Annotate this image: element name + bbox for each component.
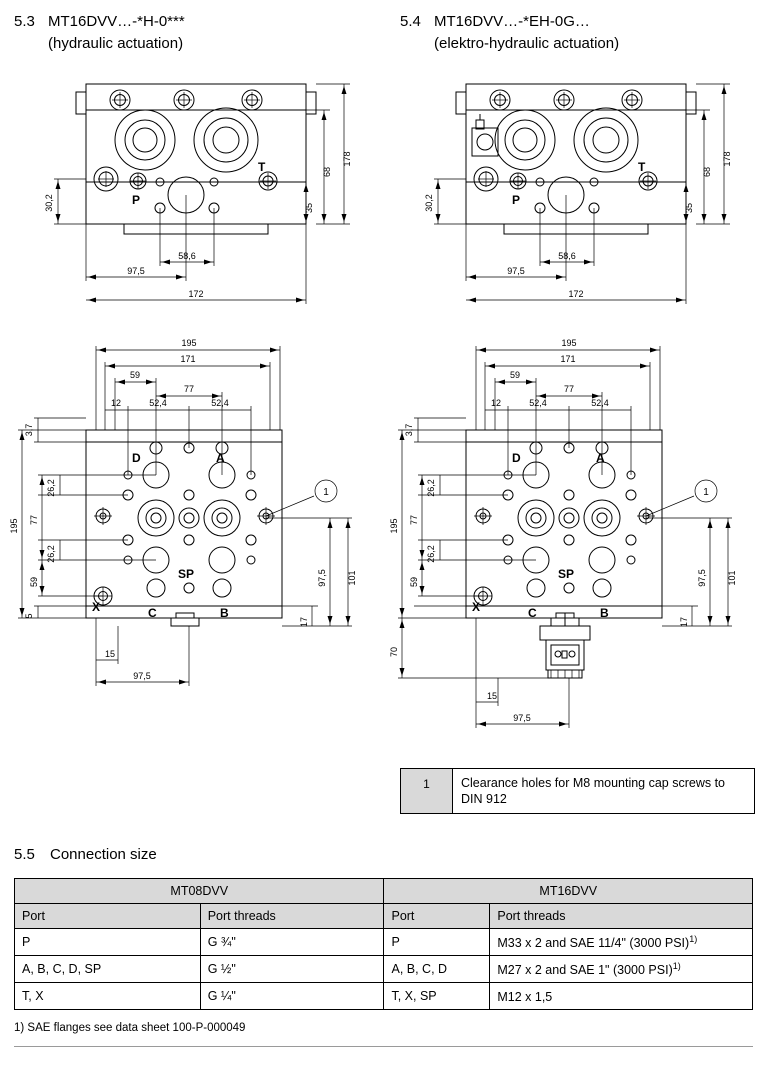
label-T: T xyxy=(638,160,646,174)
dim-195-left: 195 xyxy=(9,518,19,534)
dim-35: 35 xyxy=(684,202,694,214)
label-A: A xyxy=(216,451,225,465)
drawing-left-top-view xyxy=(14,62,374,322)
dim-97-5-right: 97,5 xyxy=(317,569,327,587)
group-header-mt16dvv: MT16DVV xyxy=(384,879,753,904)
dim-17: 17 xyxy=(299,616,309,628)
dim-15: 15 xyxy=(486,691,498,701)
col-header-port-right: Port xyxy=(384,904,490,929)
cell-threads-right xyxy=(490,929,753,956)
dim-172: 172 xyxy=(188,289,204,299)
dim-59: 59 xyxy=(129,370,141,380)
drawing-left-bottom-view xyxy=(8,330,378,710)
col-header-port-left: Port xyxy=(15,904,201,929)
dim-12: 12 xyxy=(490,398,502,408)
dim-58-6: 58,6 xyxy=(178,251,196,261)
table-row xyxy=(15,929,753,956)
dim-97-5: 97,5 xyxy=(507,266,525,276)
dim-97-5-right: 97,5 xyxy=(697,569,707,587)
label-T: T xyxy=(258,160,266,174)
dim-195: 195 xyxy=(561,338,577,348)
col-header-threads-left: Port threads xyxy=(200,904,384,929)
dim-70: 70 xyxy=(389,646,399,658)
page-divider xyxy=(14,1046,753,1047)
label-P: P xyxy=(132,193,141,207)
label-B: B xyxy=(600,606,609,620)
dim-58-6: 58,6 xyxy=(558,251,576,261)
dim-171: 171 xyxy=(180,354,196,364)
label-D: D xyxy=(512,451,521,465)
dim-52-4-b: 52,4 xyxy=(591,398,609,408)
dim-15: 15 xyxy=(104,649,116,659)
dim-178: 178 xyxy=(722,151,732,167)
dim-172: 172 xyxy=(568,289,584,299)
label-B: B xyxy=(220,606,229,620)
dim-3-7: 3,7 xyxy=(24,423,34,437)
cell-threads-left: G ¼" xyxy=(200,983,384,1010)
table-group-header-row xyxy=(15,879,753,904)
label-C: C xyxy=(148,606,157,620)
legend-box xyxy=(400,768,755,814)
cell-port-left: A, B, C, D, SP xyxy=(15,956,201,983)
section-5-3-heading xyxy=(14,12,185,31)
dim-26-2-a: 26,2 xyxy=(46,479,56,497)
section-5-3-subtitle: (hydraulic actuation) xyxy=(48,35,184,52)
dim-68: 68 xyxy=(322,166,332,178)
label-P: P xyxy=(512,193,521,207)
callout-1: 1 xyxy=(323,487,329,498)
drawing-right-bottom-view xyxy=(388,330,758,750)
dim-59-left: 59 xyxy=(29,576,39,588)
legend-text: Clearance holes for M8 mounting cap screws to DIN 912 xyxy=(461,776,726,806)
label-SP: SP xyxy=(178,567,195,581)
drawing-right-top-view xyxy=(394,62,754,322)
footnote-marker: 1) xyxy=(689,934,698,944)
dim-97-5-bottom: 97,5 xyxy=(133,671,151,681)
dim-195-left: 195 xyxy=(389,518,399,534)
section-5-4-subtitle: (elektro-hydraulic actuation) xyxy=(434,35,620,52)
section-5-5-heading xyxy=(14,846,157,863)
cell-port-left: P xyxy=(15,929,201,956)
cell-threads-right-text: M12 x 1,5 xyxy=(497,990,553,1005)
label-D: D xyxy=(132,451,141,465)
dim-101: 101 xyxy=(347,570,357,586)
dim-77: 77 xyxy=(183,384,195,394)
section-5-4-title: MT16DVV…-*EH-0G… xyxy=(434,13,590,30)
section-5-5-number: 5.5 xyxy=(14,846,35,863)
cell-threads-left: G ¾" xyxy=(200,929,384,956)
dim-35: 35 xyxy=(304,202,314,214)
dim-26-2-a: 26,2 xyxy=(426,479,436,497)
dim-101: 101 xyxy=(727,570,737,586)
cell-threads-right xyxy=(490,983,753,1010)
dim-3-7: 3,7 xyxy=(404,423,414,437)
table-row xyxy=(15,956,753,983)
dim-171: 171 xyxy=(560,354,576,364)
section-5-3-number: 5.3 xyxy=(14,13,35,30)
table-row xyxy=(15,983,753,1010)
dim-30-2: 30,2 xyxy=(424,194,434,212)
section-5-3-title: MT16DVV…-*H-0*** xyxy=(48,13,185,30)
dim-77-left: 77 xyxy=(409,514,419,526)
col-header-threads-right: Port threads xyxy=(490,904,753,929)
dim-77-left: 77 xyxy=(29,514,39,526)
dim-59: 59 xyxy=(509,370,521,380)
cell-port-right: T, X, SP xyxy=(384,983,490,1010)
cell-threads-right xyxy=(490,956,753,983)
section-5-5-title: Connection size xyxy=(50,846,157,863)
dim-12: 12 xyxy=(110,398,122,408)
label-A: A xyxy=(596,451,605,465)
connection-size-table xyxy=(14,878,753,1010)
legend-number: 1 xyxy=(401,769,453,813)
cell-threads-right-text: M33 x 2 and SAE 11/4" (3000 PSI) xyxy=(497,936,690,951)
dim-52-4-b: 52,4 xyxy=(211,398,229,408)
table-footnote: 1) SAE flanges see data sheet 100-P-000049 xyxy=(14,1022,246,1034)
dim-26-2-b: 26,2 xyxy=(426,545,436,563)
dim-52-4-a: 52,4 xyxy=(529,398,547,408)
dim-30-2: 30,2 xyxy=(44,194,54,212)
dim-17: 17 xyxy=(679,616,689,628)
label-SP: SP xyxy=(558,567,575,581)
dim-178: 178 xyxy=(342,151,352,167)
section-5-4-number: 5.4 xyxy=(400,13,421,30)
table-column-header-row xyxy=(15,904,753,929)
label-X: X xyxy=(92,600,101,614)
cell-port-left: T, X xyxy=(15,983,201,1010)
dim-26-2-b: 26,2 xyxy=(46,545,56,563)
label-C: C xyxy=(528,606,537,620)
callout-1: 1 xyxy=(703,487,709,498)
group-header-mt08dvv: MT08DVV xyxy=(15,879,384,904)
dim-52-4-a: 52,4 xyxy=(149,398,167,408)
dim-195: 195 xyxy=(181,338,197,348)
dim-97-5-bottom: 97,5 xyxy=(513,713,531,723)
section-5-4-heading xyxy=(400,12,590,31)
dim-68: 68 xyxy=(702,166,712,178)
dim-97-5: 97,5 xyxy=(127,266,145,276)
label-X: X xyxy=(472,600,481,614)
cell-port-right: A, B, C, D xyxy=(384,956,490,983)
cell-threads-left: G ½" xyxy=(200,956,384,983)
cell-threads-right-text: M27 x 2 and SAE 1" (3000 PSI) xyxy=(497,963,673,978)
dim-5: 5 xyxy=(24,613,34,619)
dim-77: 77 xyxy=(563,384,575,394)
cell-port-right: P xyxy=(384,929,490,956)
footnote-marker: 1) xyxy=(672,961,681,972)
dim-59-left: 59 xyxy=(409,576,419,588)
